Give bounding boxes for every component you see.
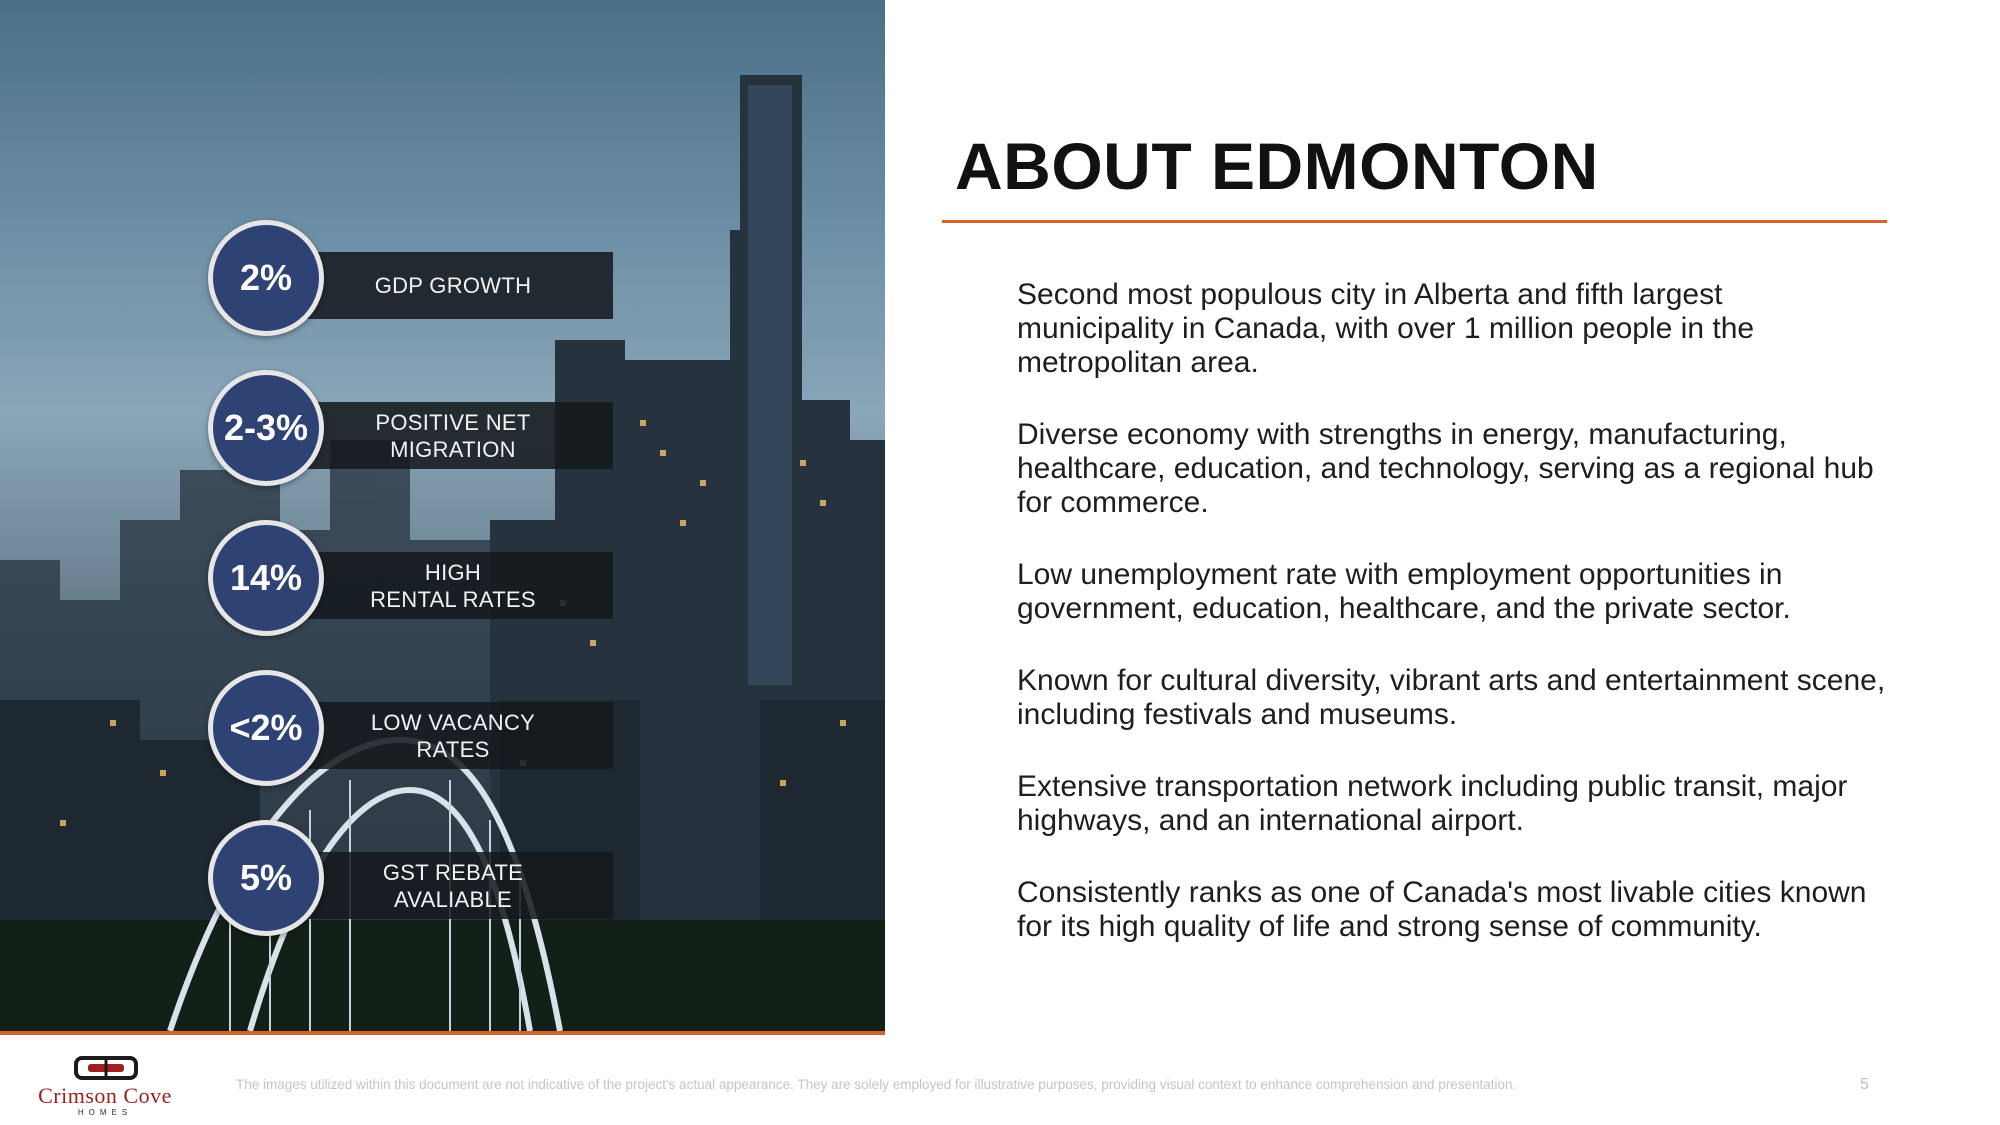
stat-value: 2%: [208, 220, 324, 336]
paragraph-transportation: Extensive transportation network including public transit, major highways, and an international airport.: [1017, 770, 1848, 837]
description-list: [1017, 278, 1887, 982]
stat-label: GST REBATE AVALIABLE: [382, 859, 524, 912]
logo-subtitle: HOMES: [77, 1108, 133, 1117]
stat-gst-rebate: [208, 818, 613, 936]
disclaimer-text: The images utilized within this document are not indicative of the project's actual appearance. They are solely employed for illustrative purposes, providing visual context to enhance comprehension and presentation.: [236, 1077, 1517, 1092]
stat-vacancy-rates: [208, 668, 613, 786]
stat-gdp-growth: [208, 218, 613, 336]
stat-value: 14%: [208, 520, 324, 636]
stat-label: GDP GROWTH: [374, 273, 532, 298]
paragraph-population: Second most populous city in Alberta and fifth largest municipality in Canada, with over 1 million people in the metropolitan area.: [1017, 278, 1755, 379]
paragraph-livability: Consistently ranks as one of Canada's most livable cities known for its high quality of life and strong sense of community.: [1017, 876, 1867, 943]
paragraph-culture: Known for cultural diversity, vibrant arts and entertainment scene, including festivals and museums.: [1017, 664, 1886, 731]
paragraph-employment: Low unemployment rate with employment opportunities in government, education, healthcare, and the private sector.: [1017, 558, 1791, 625]
stat-label: LOW VACANCY RATES: [370, 709, 536, 762]
stat-net-migration: [208, 368, 613, 486]
stat-value: 5%: [208, 820, 324, 936]
stat-label: HIGH RENTAL RATES: [370, 559, 536, 612]
logo-name: Crimson Cove: [38, 1083, 172, 1108]
crimson-cove-logo: [30, 1055, 190, 1117]
stat-label: POSITIVE NET MIGRATION: [375, 409, 531, 462]
page-number: 5: [1860, 1076, 1869, 1093]
page-title: ABOUT EDMONTON: [955, 129, 1599, 203]
photo-accent-rule: [0, 1031, 885, 1035]
stat-rental-rates: [208, 518, 613, 636]
paragraph-economy: Diverse economy with strengths in energy, manufacturing, healthcare, education, and technology, serving as a regional hub for commerce.: [1017, 418, 1874, 519]
stat-value: <2%: [208, 670, 324, 786]
stat-value: 2-3%: [208, 370, 324, 486]
logo-mark-icon: [74, 1055, 138, 1081]
title-accent-rule: [942, 220, 1887, 223]
